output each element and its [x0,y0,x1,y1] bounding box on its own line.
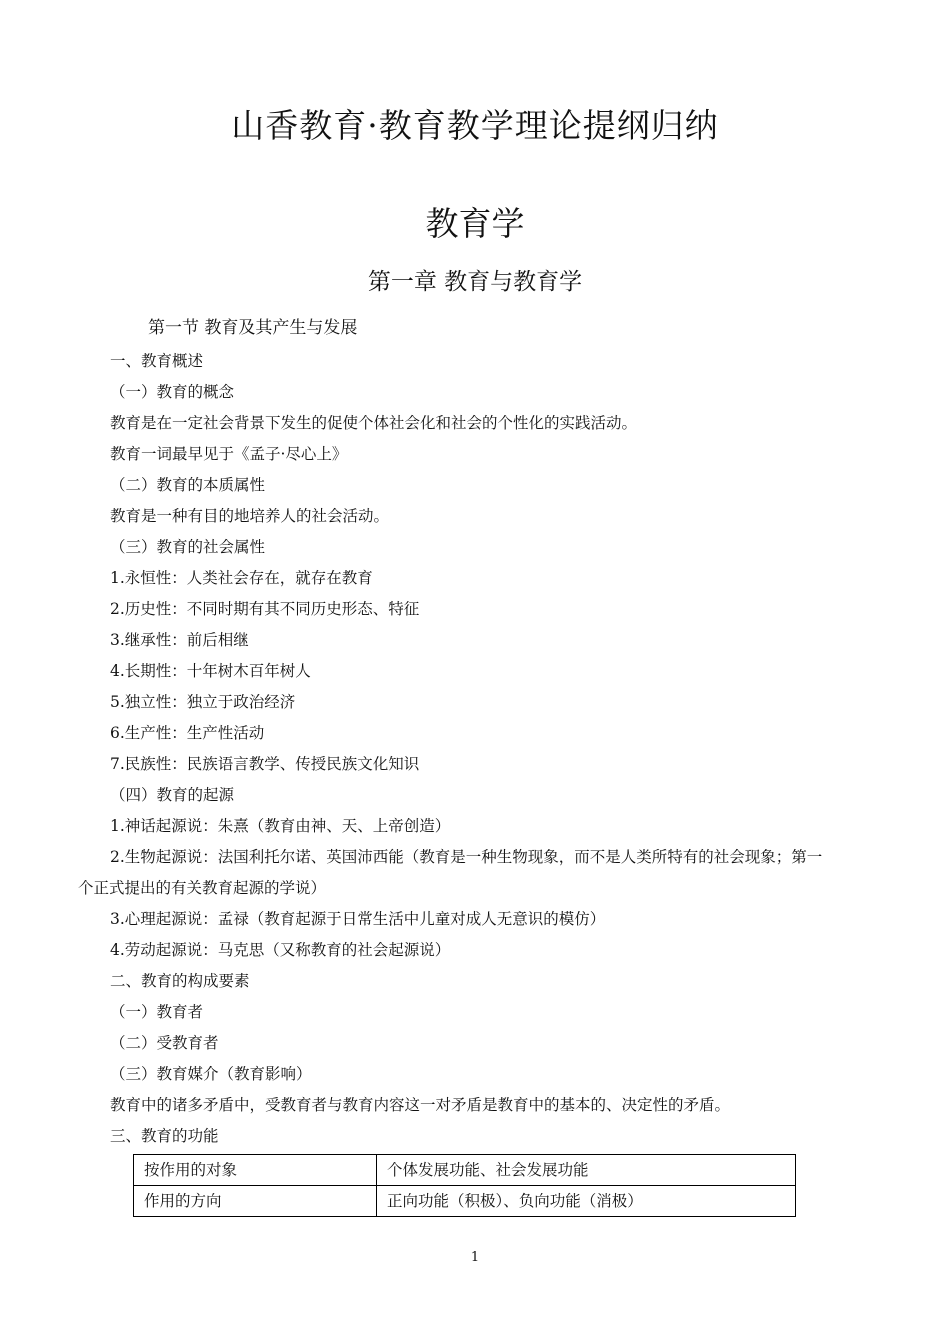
table-cell: 按作用的对象 [134,1155,377,1186]
chapter-heading: 第一章 教育与教育学 [367,269,583,295]
text-line: 一、教育概述 [110,352,204,370]
text-line: 1.神话起源说：朱熹（教育由神、天、上帝创造） [110,817,451,835]
text-line: 3.继承性：前后相继 [110,631,249,649]
text-line: 教育一词最早见于《孟子·尽心上》 [110,445,348,463]
text-line: 1.永恒性：人类社会存在，就存在教育 [110,569,373,587]
text-line: 三、教育的功能 [110,1127,219,1145]
table-row [134,1155,796,1186]
text-line: 2.历史性：不同时期有其不同历史形态、特征 [110,600,420,618]
table-cell: 个体发展功能、社会发展功能 [377,1155,796,1186]
text-line: （二）受教育者 [110,1034,219,1052]
text-line: 4.劳动起源说：马克思（又称教育的社会起源说） [110,941,451,959]
text-line-continuation: 个正式提出的有关教育起源的学说） [78,879,327,897]
text-line: 教育是一种有目的地培养人的社会活动。 [110,507,390,525]
text-line: （三）教育媒介（教育影响） [110,1065,312,1083]
text-line: （一）教育者 [110,1003,204,1021]
text-line: （三）教育的社会属性 [110,538,266,556]
text-line: （四）教育的起源 [110,786,235,804]
text-line: （二）教育的本质属性 [110,476,266,494]
page-number: 1 [470,1250,480,1265]
table-row [134,1186,796,1217]
text-line: 6.生产性：生产性活动 [110,724,265,742]
text-line: 二、教育的构成要素 [110,972,250,990]
wrapped-paragraph [0,842,950,904]
table-cell: 正向功能（积极）、负向功能（消极） [377,1186,796,1217]
subject-title: 教育学 [425,204,525,243]
text-line: 4.长期性：十年树木百年树人 [110,662,311,680]
text-line: 教育是在一定社会背景下发生的促使个体社会化和社会的个性化的实践活动。 [110,414,638,432]
body-text [0,346,950,1152]
text-line: （一）教育的概念 [110,383,235,401]
text-line: 7.民族性：民族语言教学、传授民族文化知识 [110,755,420,773]
education-function-table [133,1154,796,1217]
text-line: 3.心理起源说：孟禄（教育起源于日常生活中儿童对成人无意识的模仿） [110,910,606,928]
document-title: 山香教育·教育教学理论提纲归纳 [231,106,719,145]
text-line: 2.生物起源说：法国利托尔诺、英国沛西能（教育是一种生物现象，而不是人类所特有的社会现象；第一 [110,848,823,866]
section-heading: 第一节 教育及其产生与发展 [148,318,358,338]
text-line: 教育中的诸多矛盾中，受教育者与教育内容这一对矛盾是教育中的基本的、决定性的矛盾。 [110,1096,731,1114]
table-cell: 作用的方向 [134,1186,377,1217]
text-line: 5.独立性：独立于政治经济 [110,693,296,711]
